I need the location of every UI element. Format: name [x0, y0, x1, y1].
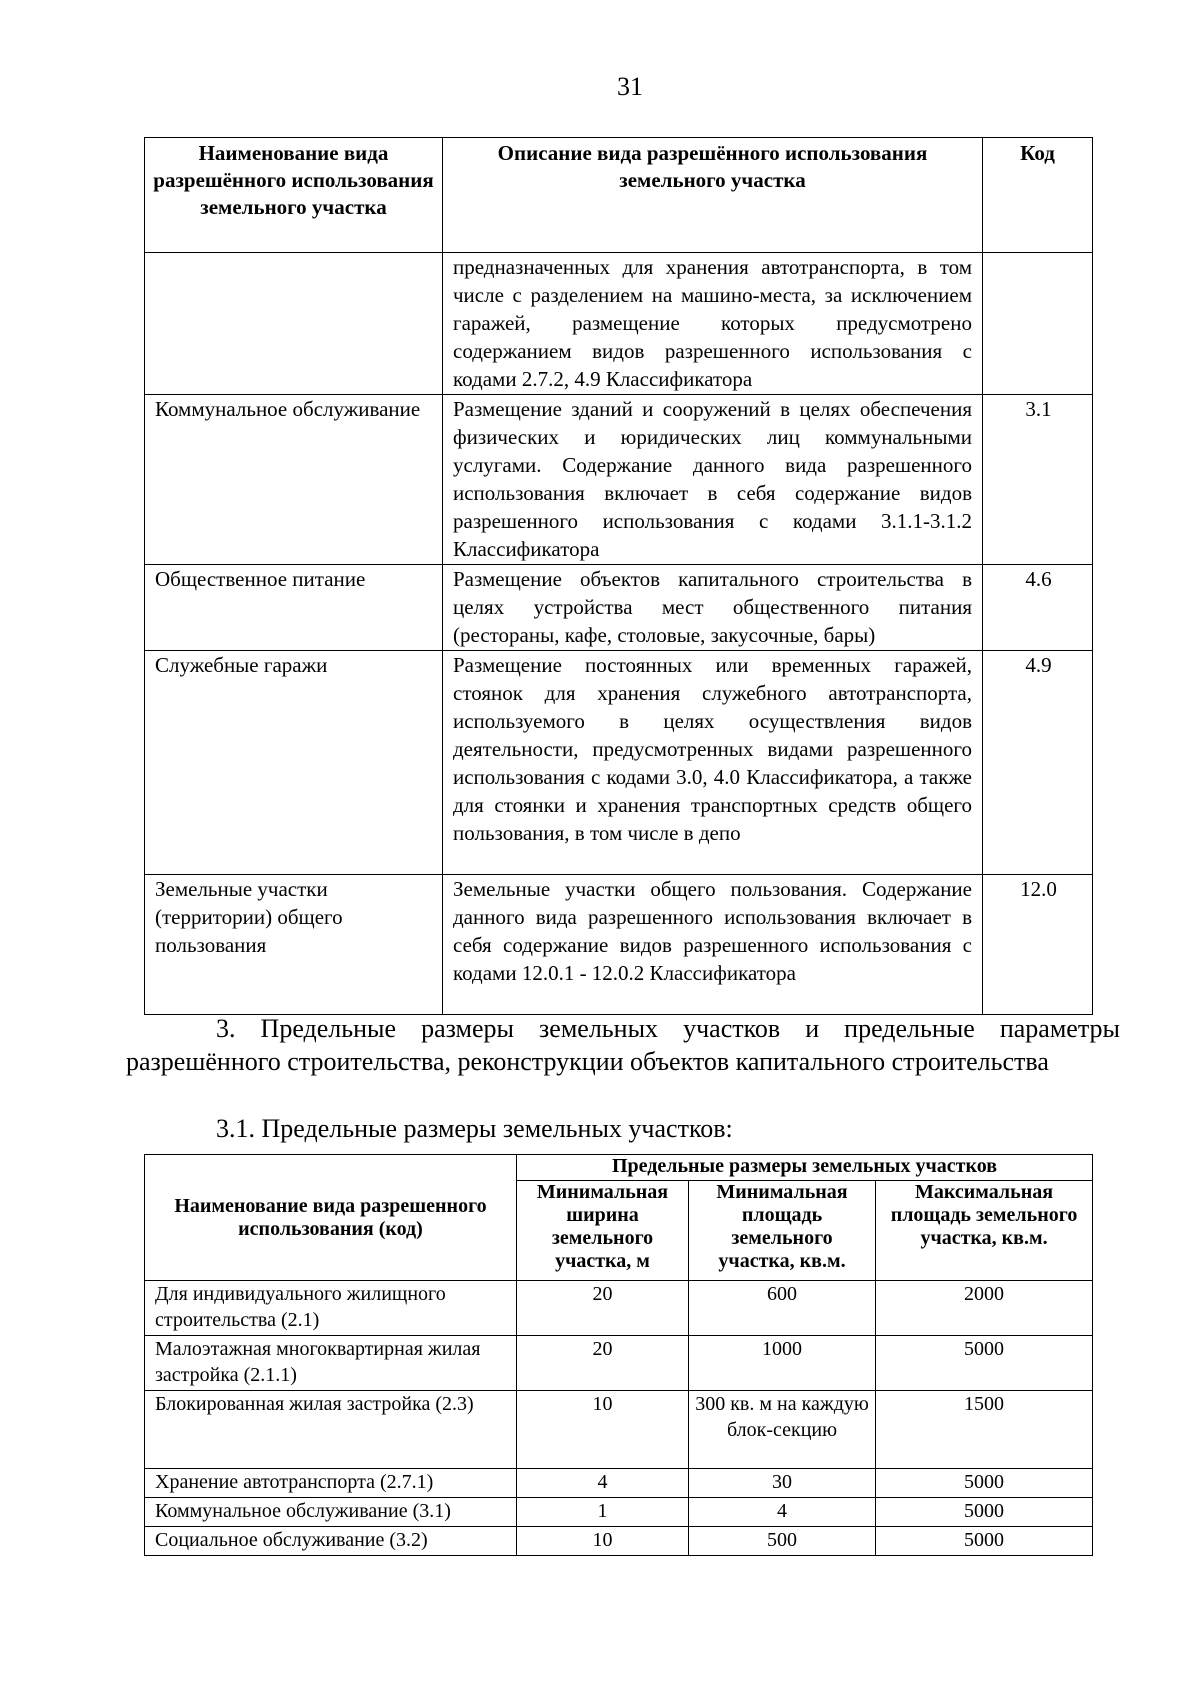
table-header-row	[145, 138, 1093, 253]
row-min-area: 500	[689, 1527, 876, 1556]
column-group-header: Предельные размеры земельных участков	[517, 1155, 1093, 1181]
row-code: 4.9	[983, 651, 1093, 875]
row-name: Коммунальное обслуживание	[145, 395, 443, 565]
row-name: Блокированная жилая застройка (2.3)	[145, 1391, 517, 1469]
row-min-width: 20	[517, 1281, 689, 1336]
table-row	[145, 875, 1093, 1015]
table-row	[145, 1469, 1093, 1498]
row-min-width: 4	[517, 1469, 689, 1498]
table-row	[145, 1391, 1093, 1469]
row-name: Малоэтажная многоквартирная жилая застройка (2.1.1)	[145, 1336, 517, 1391]
table-header-row	[145, 1155, 1093, 1181]
plot-size-limits-table	[144, 1154, 1093, 1556]
table-row	[145, 1498, 1093, 1527]
row-description: предназначенных для хранения автотранспорта, в том числе с разделением на машино-места, за исключением гаражей, размещение которых предусмотрено содержанием видов разрешенного использования с кодами 2.7.2, 4.9 Классификатора	[443, 253, 983, 395]
row-name: Коммунальное обслуживание (3.1)	[145, 1498, 517, 1527]
page-number: 31	[617, 72, 643, 101]
row-max-area: 5000	[876, 1469, 1093, 1498]
row-name: Земельные участки (территории) общего пользования	[145, 875, 443, 1015]
table-row	[145, 1336, 1093, 1391]
table-row	[145, 651, 1093, 875]
row-max-area: 2000	[876, 1281, 1093, 1336]
row-description: Размещение объектов капитального строительства в целях устройства мест общественного питания (рестораны, кафе, столовые, закусочные, бары)	[443, 565, 983, 651]
table-row	[145, 253, 1093, 395]
row-min-area: 4	[689, 1498, 876, 1527]
row-min-area: 1000	[689, 1336, 876, 1391]
table-row	[145, 565, 1093, 651]
column-header-min-width: Минимальная ширина земельного участка, м	[517, 1181, 689, 1281]
table-row	[145, 1527, 1093, 1556]
row-min-area: 300 кв. м на каждую блок-секцию	[689, 1391, 876, 1469]
column-header-name: Наименование вида разрешенного использования (код)	[145, 1155, 517, 1281]
row-name: Для индивидуального жилищного строительства (2.1)	[145, 1281, 517, 1336]
land-use-types-table	[144, 137, 1093, 1015]
row-name: Служебные гаражи	[145, 651, 443, 875]
row-max-area: 5000	[876, 1527, 1093, 1556]
column-header-min-area: Минимальная площадь земельного участка, кв.м.	[689, 1181, 876, 1281]
column-header-description: Описание вида разрешённого использования земельного участка	[443, 138, 983, 253]
row-code: 4.6	[983, 565, 1093, 651]
row-max-area: 1500	[876, 1391, 1093, 1469]
row-max-area: 5000	[876, 1498, 1093, 1527]
row-min-width: 1	[517, 1498, 689, 1527]
row-name: Хранение автотранспорта (2.7.1)	[145, 1469, 517, 1498]
row-min-width: 10	[517, 1391, 689, 1469]
row-min-width: 20	[517, 1336, 689, 1391]
row-min-area: 30	[689, 1469, 876, 1498]
row-description: Земельные участки общего пользования. Содержание данного вида разрешенного использования включает в себя содержание видов разрешенного использования с кодами 12.0.1 - 12.0.2 Классификатора	[443, 875, 983, 1015]
row-name	[145, 253, 443, 395]
row-min-area: 600	[689, 1281, 876, 1336]
row-name: Общественное питание	[145, 565, 443, 651]
row-code: 12.0	[983, 875, 1093, 1015]
row-description: Размещение постоянных или временных гаражей, стоянок для хранения служебного автотранспорта, используемого в целях осуществления видов деятельности, предусмотренных видами разрешенного использования с кодами 3.0, 4.0 Классификатора, а также для стоянки и хранения транспортных средств общего пользования, в том числе в депо	[443, 651, 983, 875]
table-row	[145, 395, 1093, 565]
row-description: Размещение зданий и сооружений в целях обеспечения физических и юридических лиц коммунальными услугами. Содержание данного вида разрешенного использования включает в себя содержание видов разрешенного использования с кодами 3.1.1-3.1.2 Классификатора	[443, 395, 983, 565]
column-header-max-area: Максимальная площадь земельного участка, кв.м.	[876, 1181, 1093, 1281]
column-header-code: Код	[983, 138, 1093, 253]
subsection-heading: 3.1. Предельные размеры земельных участков:	[216, 1114, 733, 1143]
row-code	[983, 253, 1093, 395]
row-max-area: 5000	[876, 1336, 1093, 1391]
row-min-width: 10	[517, 1527, 689, 1556]
section-heading: 3. Предельные размеры земельных участков и предельные параметры разрешённого строительства, реконструкции объектов капитального строительства	[126, 1014, 1120, 1076]
table-row	[145, 1281, 1093, 1336]
row-name: Социальное обслуживание (3.2)	[145, 1527, 517, 1556]
column-header-name: Наименование вида разрешённого использования земельного участка	[145, 138, 443, 253]
row-code: 3.1	[983, 395, 1093, 565]
